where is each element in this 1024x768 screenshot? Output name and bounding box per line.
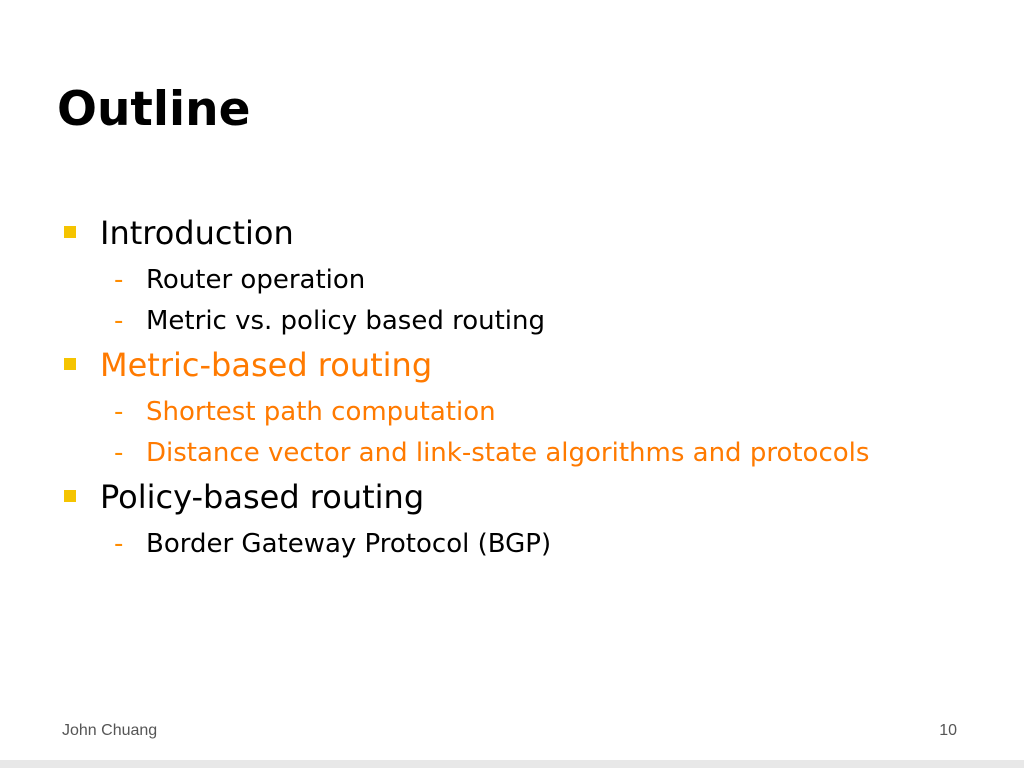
footer-author: John Chuang [62, 722, 158, 739]
sub-bullet-item [102, 528, 958, 561]
sub-bullet-label: Shortest path computation [146, 397, 496, 427]
dash-bullet-icon: - [114, 306, 124, 336]
bullet-item [58, 210, 958, 256]
bullet-label: Policy-based routing [100, 478, 425, 516]
sub-bullet-label: Metric vs. policy based routing [146, 306, 546, 336]
bullet-item [58, 474, 958, 520]
square-bullet-icon [64, 358, 76, 370]
dash-bullet-icon: - [114, 397, 124, 427]
dash-bullet-icon: - [114, 438, 124, 468]
dash-bullet-icon: - [114, 265, 124, 295]
slide-title: Outline [57, 82, 251, 137]
sub-bullet-list [58, 264, 958, 338]
bullet-label: Metric-based routing [100, 346, 433, 384]
bullet-item [58, 342, 958, 388]
square-bullet-icon [64, 226, 76, 238]
sub-bullet-list [58, 396, 958, 470]
sub-bullet-item [102, 396, 958, 429]
bullet-list [58, 210, 958, 561]
sub-bullet-label: Router operation [146, 265, 366, 295]
sub-bullet-item [102, 264, 958, 297]
footer-page-number: 10 [939, 722, 957, 739]
dash-bullet-icon: - [114, 529, 124, 559]
sub-bullet-label: Distance vector and link-state algorithms and protocols [146, 438, 870, 468]
bullet-label: Introduction [100, 214, 294, 252]
sub-bullet-list [58, 528, 958, 561]
square-bullet-icon [64, 490, 76, 502]
sub-bullet-item [102, 305, 958, 338]
bottom-bar [0, 760, 1024, 768]
sub-bullet-label: Border Gateway Protocol (BGP) [146, 529, 552, 559]
sub-bullet-item [102, 437, 958, 470]
